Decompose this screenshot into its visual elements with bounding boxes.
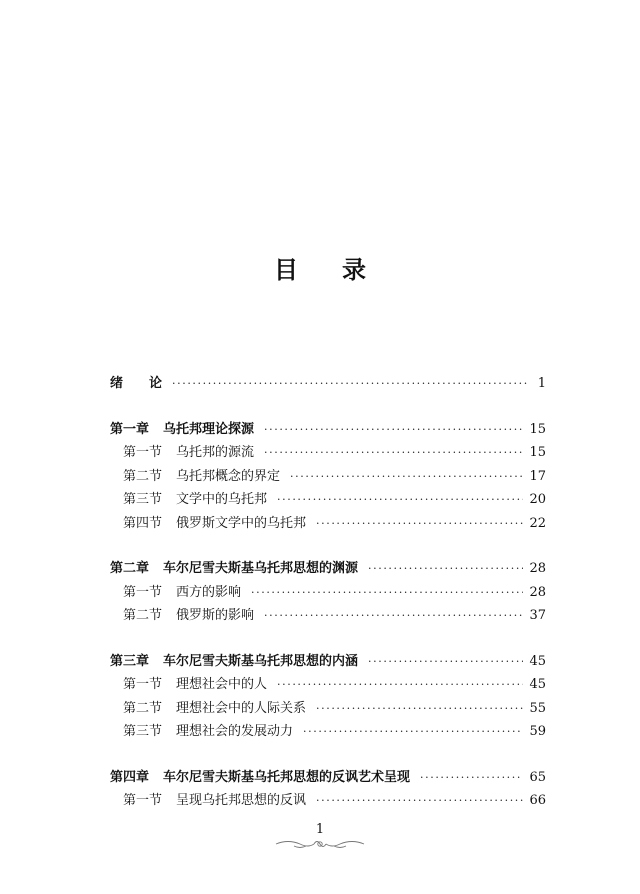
page-number: 15	[529, 445, 546, 460]
toc-chapter-4[interactable]	[110, 766, 546, 790]
dot-leader	[368, 650, 523, 674]
page-number: 45	[529, 677, 546, 692]
page-number: 66	[529, 793, 546, 808]
toc-section[interactable]	[110, 604, 546, 628]
dot-leader	[303, 720, 523, 744]
section-title: 理想社会中的人	[176, 677, 268, 692]
section-title: 呈现乌托邦思想的反讽	[176, 793, 307, 808]
section-title: 理想社会中的人际关系	[176, 700, 307, 716]
section-number: 第四节	[123, 515, 163, 531]
section-number: 第二节	[123, 608, 163, 623]
toc-section[interactable]	[110, 581, 546, 605]
dot-leader	[277, 673, 523, 697]
toc-section[interactable]	[110, 697, 546, 721]
chapter-title: 车尔尼雪夫斯基乌托邦思想的渊源	[163, 561, 359, 576]
section-number: 第一节	[123, 677, 163, 692]
page-number: 1	[537, 376, 546, 391]
section-number: 第一节	[123, 445, 163, 460]
toc-section[interactable]	[110, 789, 546, 813]
chapter-title: 车尔尼雪夫斯基乌托邦思想的反讽艺术呈现	[163, 769, 411, 785]
dot-leader	[290, 465, 523, 489]
page-number: 28	[529, 584, 546, 600]
dot-leader	[368, 557, 523, 581]
table-of-contents	[110, 372, 546, 813]
dot-leader	[264, 418, 523, 442]
toc-section[interactable]	[110, 441, 546, 465]
section-title: 乌托邦概念的界定	[176, 468, 281, 484]
page-number: 17	[529, 468, 546, 484]
page-title	[0, 250, 640, 285]
page-number: 55	[529, 700, 546, 716]
page-footer	[0, 822, 640, 851]
section-title: 理想社会的发展动力	[176, 724, 294, 739]
dot-leader	[264, 441, 523, 465]
chapter-number: 第四章	[110, 769, 150, 785]
section-number: 第三节	[123, 492, 163, 507]
page-number: 65	[529, 769, 546, 785]
dot-leader	[172, 372, 528, 396]
intro-char-2: 论	[149, 376, 163, 391]
section-number: 第三节	[123, 724, 163, 739]
dot-leader	[316, 512, 523, 536]
footer-page-number: 1	[315, 822, 325, 837]
chapter-title: 车尔尼雪夫斯基乌托邦思想的内涵	[163, 653, 359, 669]
section-title: 乌托邦的源流	[176, 445, 255, 460]
section-title: 俄罗斯文学中的乌托邦	[176, 515, 307, 531]
chapter-number: 第三章	[110, 653, 150, 669]
toc-entry-intro[interactable]	[110, 372, 546, 396]
intro-char-1: 绪	[110, 376, 124, 391]
chapter-title: 乌托邦理论探源	[163, 421, 255, 437]
dot-leader	[316, 789, 523, 813]
chapter-number: 第一章	[110, 421, 150, 437]
section-number: 第二节	[123, 700, 163, 716]
title-char-2: 录	[342, 255, 366, 284]
section-title: 俄罗斯的影响	[176, 608, 255, 623]
toc-section[interactable]	[110, 512, 546, 536]
page-number: 22	[529, 515, 546, 531]
chapter-number: 第二章	[110, 561, 150, 576]
dot-leader	[420, 766, 523, 790]
ornament-icon	[274, 837, 366, 851]
page-number: 15	[529, 421, 546, 437]
dot-leader	[251, 581, 523, 605]
title-char-1: 目	[274, 255, 298, 284]
page-number: 59	[529, 724, 546, 739]
dot-leader	[264, 604, 523, 628]
section-number: 第二节	[123, 468, 163, 484]
toc-section[interactable]	[110, 465, 546, 489]
dot-leader	[316, 697, 523, 721]
dot-leader	[277, 488, 523, 512]
toc-section[interactable]	[110, 673, 546, 697]
toc-chapter-1[interactable]	[110, 418, 546, 442]
toc-chapter-3[interactable]	[110, 650, 546, 674]
section-title: 西方的影响	[176, 584, 242, 600]
page-number: 37	[529, 608, 546, 623]
toc-chapter-2[interactable]	[110, 557, 546, 581]
page-number: 20	[529, 492, 546, 507]
section-number: 第一节	[123, 793, 163, 808]
section-number: 第一节	[123, 584, 163, 600]
page-number: 45	[529, 653, 546, 669]
toc-section[interactable]	[110, 488, 546, 512]
page-number: 28	[529, 561, 546, 576]
toc-section[interactable]	[110, 720, 546, 744]
section-title: 文学中的乌托邦	[176, 492, 268, 507]
